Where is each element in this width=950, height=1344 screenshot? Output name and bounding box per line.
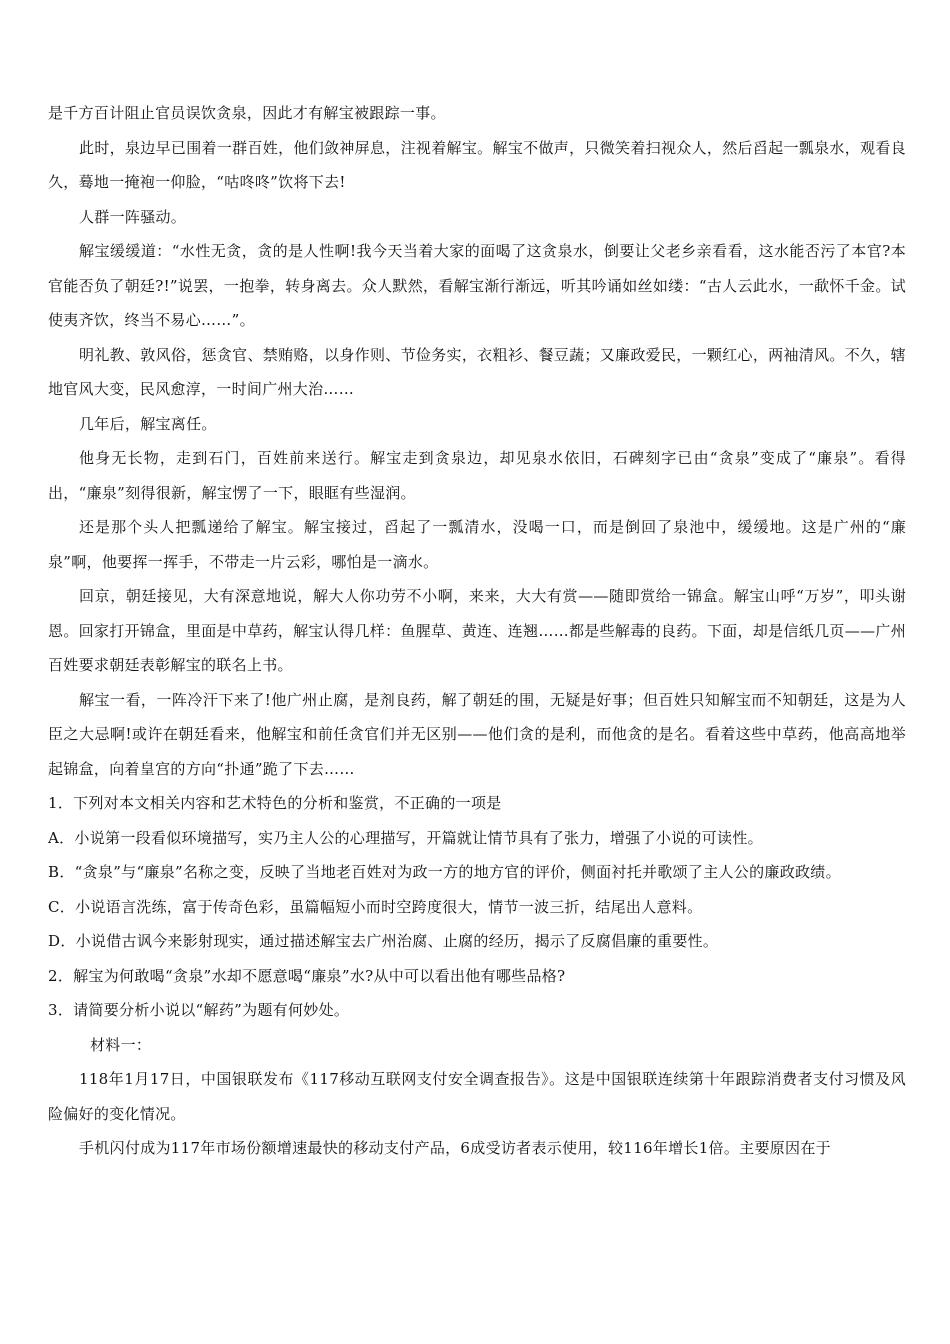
question-1: 1．下列对本文相关内容和艺术特色的分析和鉴赏，不正确的一项是	[48, 794, 502, 812]
story-paragraph-1: 此时，泉边早已围着一群百姓，他们敛神屏息，注视着解宝。解宝不做声，只微笑着扫视众人，然后舀起一瓢泉水，观看良久，蓦地一掩袍一仰脸，“咕咚咚”饮将下去!	[48, 138, 906, 191]
question-1-option-b: B．“贪泉”与“廉泉”名称之变，反映了当地老百姓对为政一方的地方官的评价，侧面衬托并歌颂了主人公的廉政政绩。	[48, 863, 841, 881]
question-2: 2．解宝为何敢喝“贪泉”水却不愿意喝“廉泉”水?从中可以看出他有哪些品格?	[48, 966, 566, 985]
story-paragraph-5: 几年后，解宝离任。	[79, 414, 217, 433]
material-paragraph-1: 118年1月17日，中国银联发布《117移动互联网支付安全调查报告》。这是中国银联连续第十年跟踪消费者支付习惯及风险偏好的变化情况。	[48, 1070, 906, 1123]
story-paragraph-8: 回京，朝廷接见，大有深意地说，解大人你功劳不小啊，来来，大大有赏——随即赏给一锦盒。解宝山呼“万岁”，叩头谢恩。回家打开锦盒，里面是中草药，解宝认得几样：鱼腥草、黄连、连翘……都是些解毒的良药。下面，却是信纸几页——广州百姓要求朝廷表彰解宝的联名上书。	[48, 587, 906, 674]
document-page	[48, 96, 906, 1166]
story-paragraph-7: 还是那个头人把瓢递给了解宝。解宝接过，舀起了一瓢清水，没喝一口，而是倒回了泉池中，缓缓地。这是广州的“廉泉”啊，他要挥一挥手，不带走一片云彩，哪怕是一滴水。	[48, 518, 906, 571]
question-1-option-d: D．小说借古讽今来影射现实，通过描述解宝去广州治腐、止腐的经历，揭示了反腐倡廉的重要性。	[48, 932, 719, 950]
material-paragraph-2: 手机闪付成为117年市场份额增速最快的移动支付产品，6成受访者表示使用，较116年增长1倍。主要原因在于	[79, 1139, 831, 1157]
story-paragraph-2: 人群一阵骚动。	[79, 207, 187, 226]
story-paragraph-0: 是千方百计阻止官员误饮贪泉，因此才有解宝被跟踪一事。	[48, 104, 446, 122]
material-heading: 材料一：	[90, 1035, 152, 1054]
question-1-option-c: C．小说语言洗练，富于传奇色彩，虽篇幅短小而时空跨度很大，情节一波三折，结尾出人意料。	[48, 897, 703, 916]
question-1-option-a: A．小说第一段看似环境描写，实乃主人公的心理描写，开篇就让情节具有了张力，增强了小说的可读性。	[48, 828, 763, 847]
question-3: 3．请简要分析小说以“解药”为题有何妙处。	[48, 1001, 350, 1019]
story-paragraph-3: 解宝缓缓道：“水性无贪，贪的是人性啊!我今天当着大家的面喝了这贪泉水，倒要让父老乡亲看看，这水能否污了本官?本官能否负了朝廷?!”说罢，一抱拳，转身离去。众人默然，看解宝渐行渐远，听其吟诵如丝如缕：“古人云此水，一歃怀千金。试使夷齐饮，终当不易心……”。	[48, 242, 906, 329]
story-paragraph-4: 明礼教、敦风俗，惩贪官、禁贿赂，以身作则、节俭务实，衣粗衫、餐豆蔬；又廉政爱民，一颗红心，两袖清风。不久，辖地官风大变，民风愈淳，一时间广州大治……	[48, 345, 906, 398]
story-paragraph-9: 解宝一看，一阵冷汗下来了!他广州止腐，是剂良药，解了朝廷的围，无疑是好事；但百姓只知解宝而不知朝廷，这是为人臣之大忌啊!或许在朝廷看来，他解宝和前任贪官们并无区别——他们贪的是利，而他贪的是名。看着这些中草药，他高高地举起锦盒，向着皇宫的方向“扑通”跪了下去……	[48, 690, 906, 778]
story-paragraph-6: 他身无长物，走到石门，百姓前来送行。解宝走到贪泉边，却见泉水依旧，石碑刻字已由“贪泉”变成了“廉泉”。看得出，“廉泉”刻得很新，解宝愣了一下，眼眶有些湿润。	[48, 449, 906, 502]
